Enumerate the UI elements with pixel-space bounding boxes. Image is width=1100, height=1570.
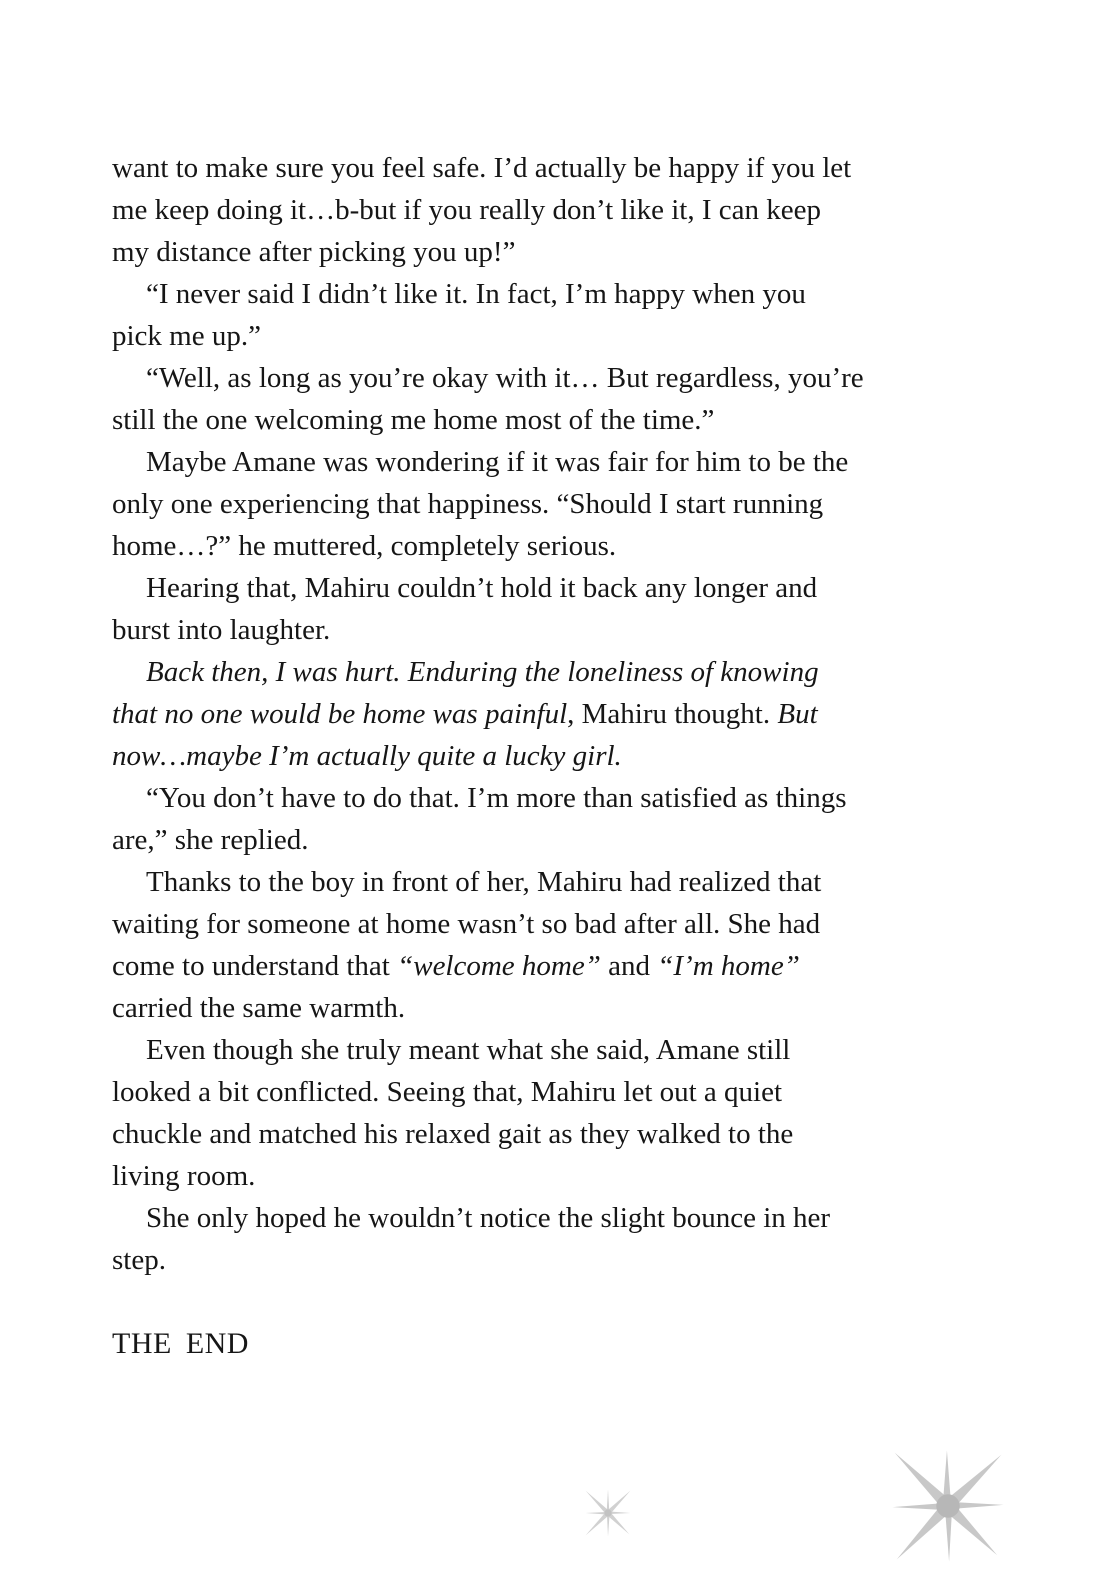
- italic-text-segment: “welcome home”: [397, 950, 601, 982]
- text-line: [112, 483, 992, 525]
- text-segment: Maybe Amane was wondering if it was fair for him to be the: [146, 446, 849, 478]
- text-segment: are,” she replied.: [112, 824, 309, 856]
- text-segment: Thanks to the boy in front of her, Mahiru had realized that: [146, 866, 822, 898]
- text-line: [112, 357, 992, 399]
- paragraph: [112, 441, 992, 567]
- italic-text-segment: Back then, I was hurt. Enduring the loneliness of knowing: [146, 656, 819, 688]
- paragraph: [112, 147, 992, 273]
- text-line: [112, 567, 992, 609]
- text-line: [112, 651, 992, 693]
- italic-text-segment: But: [777, 698, 818, 730]
- italic-text-segment: now…maybe I’m actually quite a lucky girl.: [112, 740, 622, 772]
- paragraph: [112, 861, 992, 1029]
- blank-line: [112, 1281, 992, 1323]
- text-segment: want to make sure you feel safe. I’d actually be happy if you let: [112, 152, 852, 184]
- text-segment: home…?” he muttered, completely serious.: [112, 530, 617, 562]
- text-line: [112, 147, 992, 189]
- text-line: [112, 735, 992, 777]
- text-line: [112, 987, 992, 1029]
- text-line: [112, 231, 992, 273]
- text-segment: step.: [112, 1244, 166, 1276]
- text-segment: looked a bit conflicted. Seeing that, Mahiru let out a quiet: [112, 1076, 783, 1108]
- text-line: [112, 609, 992, 651]
- italic-text-segment: “I’m home”: [657, 950, 800, 982]
- text-segment: come to understand that: [112, 950, 398, 982]
- text-line: [112, 189, 992, 231]
- text-segment: Even though she truly meant what she said, Amane still: [146, 1034, 791, 1066]
- text-line: [112, 1197, 992, 1239]
- text-segment: “I never said I didn’t like it. In fact, I’m happy when you: [146, 278, 806, 310]
- text-segment: my distance after picking you up!”: [112, 236, 516, 268]
- text-segment: “Well, as long as you’re okay with it… But regardless, you’re: [146, 362, 864, 394]
- text-segment: She only hoped he wouldn’t notice the slight bounce in her: [146, 1202, 831, 1234]
- text-line: [112, 1029, 992, 1071]
- sparkle-icon-large: [884, 1442, 1012, 1570]
- text-segment: only one experiencing that happiness. “Should I start running: [112, 488, 824, 520]
- text-segment: still the one welcoming me home most of the time.”: [112, 404, 715, 436]
- text-line: [112, 315, 992, 357]
- text-segment: chuckle and matched his relaxed gait as they walked to the: [112, 1118, 794, 1150]
- paragraph: [112, 777, 992, 861]
- paragraph: [112, 1197, 992, 1281]
- sparkle-icon-small: [580, 1485, 636, 1541]
- italic-text-segment: that no one would be home was painful: [112, 698, 568, 730]
- text-line: [112, 819, 992, 861]
- text-segment: me keep doing it…b-but if you really don’t like it, I can keep: [112, 194, 821, 226]
- text-line: [112, 273, 992, 315]
- text-line: [112, 1155, 992, 1197]
- the-end-label: THE END: [112, 1327, 249, 1360]
- text-segment: Hearing that, Mahiru couldn’t hold it back any longer and: [146, 572, 818, 604]
- text-line: [112, 945, 992, 987]
- text-segment: carried the same warmth.: [112, 992, 406, 1024]
- page-text: [112, 147, 992, 1365]
- text-segment: burst into laughter.: [112, 614, 331, 646]
- text-segment: living room.: [112, 1160, 256, 1192]
- text-segment: waiting for someone at home wasn’t so bad after all. She had: [112, 908, 821, 940]
- paragraph: [112, 357, 992, 441]
- text-segment: and: [600, 950, 658, 982]
- text-line: [112, 399, 992, 441]
- text-segment: pick me up.”: [112, 320, 261, 352]
- text-line: [112, 1239, 992, 1281]
- paragraph: [112, 273, 992, 357]
- text-segment: “You don’t have to do that. I’m more than satisfied as things: [146, 782, 847, 814]
- paragraph: [112, 1029, 992, 1197]
- text-line: [112, 441, 992, 483]
- paragraphs-container: [112, 147, 992, 1281]
- paragraph: [112, 651, 992, 777]
- text-line: [112, 1071, 992, 1113]
- paragraph: [112, 567, 992, 651]
- text-segment: , Mahiru thought.: [567, 698, 778, 730]
- text-line: [112, 861, 992, 903]
- text-line: [112, 693, 992, 735]
- text-line: [112, 1113, 992, 1155]
- text-line: [112, 903, 992, 945]
- text-line: [112, 525, 992, 567]
- text-line: [112, 777, 992, 819]
